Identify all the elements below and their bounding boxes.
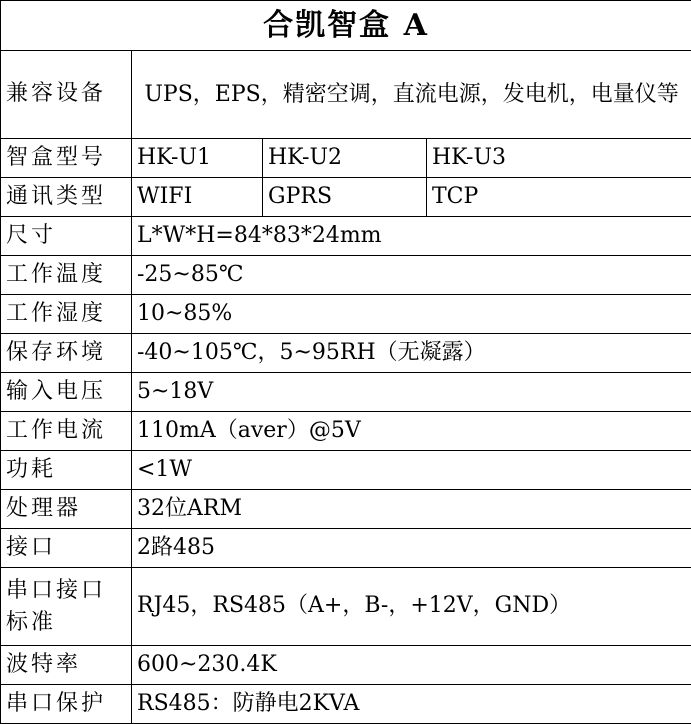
value-serial-protect: RS485：防静电2KVA <box>132 685 691 724</box>
value-comm-3: TCP <box>427 178 691 217</box>
label-compatible: 兼容设备 <box>1 51 132 139</box>
value-work-temp: -25~85℃ <box>132 256 691 295</box>
value-baud: 600~230.4K <box>132 646 691 685</box>
label-size: 尺寸 <box>1 217 132 256</box>
row-input-voltage <box>1 373 691 412</box>
value-power: <1W <box>132 451 691 490</box>
row-work-humidity <box>1 295 691 334</box>
label-serial-protect: 串口保护 <box>1 685 132 724</box>
value-work-current: 110mA（aver）@5V <box>132 412 691 451</box>
label-power: 功耗 <box>1 451 132 490</box>
label-input-voltage: 输入电压 <box>1 373 132 412</box>
row-serial-protect <box>1 685 691 724</box>
value-work-humidity: 10~85% <box>132 295 691 334</box>
row-size <box>1 217 691 256</box>
value-storage: -40~105℃，5~95RH（无凝露） <box>132 334 691 373</box>
value-compatible: UPS，EPS，精密空调，直流电源，发电机，电量仪等 <box>132 51 691 139</box>
label-work-humidity: 工作湿度 <box>1 295 132 334</box>
row-storage <box>1 334 691 373</box>
value-model-1: HK-U1 <box>132 139 263 178</box>
value-model-3: HK-U3 <box>427 139 691 178</box>
row-model <box>1 139 691 178</box>
label-work-current: 工作电流 <box>1 412 132 451</box>
label-baud: 波特率 <box>1 646 132 685</box>
value-processor: 32位ARM <box>132 490 691 529</box>
table-title: 合凯智盒 A <box>1 1 691 51</box>
value-serial-standard: RJ45，RS485（A+，B-，+12V，GND） <box>132 568 691 646</box>
value-input-voltage: 5~18V <box>132 373 691 412</box>
row-interface <box>1 529 691 568</box>
title-row <box>1 1 691 51</box>
value-comm-1: WIFI <box>132 178 263 217</box>
label-serial-standard: 串口接口标准 <box>1 568 132 646</box>
label-model: 智盒型号 <box>1 139 132 178</box>
row-compatible <box>1 51 691 139</box>
label-work-temp: 工作温度 <box>1 256 132 295</box>
row-processor <box>1 490 691 529</box>
value-comm-2: GPRS <box>263 178 427 217</box>
row-work-current <box>1 412 691 451</box>
row-work-temp <box>1 256 691 295</box>
value-model-2: HK-U2 <box>263 139 427 178</box>
value-interface: 2路485 <box>132 529 691 568</box>
label-processor: 处理器 <box>1 490 132 529</box>
row-baud <box>1 646 691 685</box>
value-size: L*W*H=84*83*24mm <box>132 217 691 256</box>
row-power <box>1 451 691 490</box>
label-interface: 接口 <box>1 529 132 568</box>
row-comm <box>1 178 691 217</box>
label-comm: 通讯类型 <box>1 178 132 217</box>
label-storage: 保存环境 <box>1 334 132 373</box>
row-serial-standard <box>1 568 691 646</box>
